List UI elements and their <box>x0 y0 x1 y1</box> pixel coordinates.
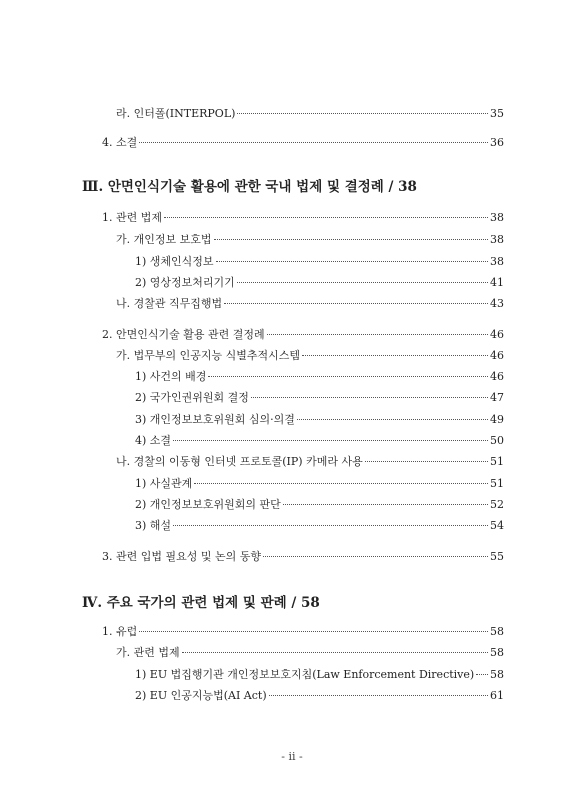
toc-page-number: 55 <box>490 550 504 563</box>
dot-leader <box>224 303 488 304</box>
toc-entry-label: 3) 개인정보보호위원회 심의·의결 <box>135 413 295 426</box>
dot-leader <box>263 556 488 557</box>
toc-page-number: 54 <box>490 519 504 532</box>
toc-entry[interactable] <box>116 646 504 660</box>
toc-page-number: 58 <box>490 668 504 681</box>
toc-entry[interactable] <box>135 434 504 448</box>
toc-page-number: 49 <box>490 413 504 426</box>
toc-entry[interactable] <box>135 276 504 290</box>
dot-leader <box>267 334 488 335</box>
toc-entry-label: 나. 경찰관 직무집행법 <box>116 297 223 310</box>
toc-page-number: 41 <box>490 276 504 289</box>
toc-entry[interactable] <box>135 498 504 512</box>
toc-entry-label: 2) 영상정보처리기기 <box>135 276 235 289</box>
dot-leader <box>216 261 488 262</box>
dot-leader <box>214 239 489 240</box>
toc-section-title: Ⅳ. 주요 국가의 관련 법제 및 판례 / 58 <box>82 595 320 611</box>
toc-entry[interactable] <box>102 136 504 150</box>
toc-entry[interactable] <box>116 349 504 363</box>
toc-page-number: 61 <box>490 689 504 702</box>
toc-entry-label: 가. 개인정보 보호법 <box>116 233 212 246</box>
toc-page-number: 58 <box>490 625 504 638</box>
dot-leader <box>302 355 488 356</box>
toc-entry-label: 3) 해설 <box>135 519 172 532</box>
toc-section-heading[interactable] <box>82 178 504 196</box>
toc-entry-label: 가. 법무부의 인공지능 식별추적시스템 <box>116 349 301 362</box>
dot-leader <box>283 504 488 505</box>
toc-entry[interactable] <box>135 413 504 427</box>
dot-leader <box>269 695 488 696</box>
toc-entry[interactable] <box>135 668 504 682</box>
toc-page-number: 46 <box>490 370 504 383</box>
toc-page-number: 51 <box>490 455 504 468</box>
toc-entry-label: 1. 관련 법제 <box>102 211 162 224</box>
toc-page-number: 47 <box>490 391 504 404</box>
toc-entry-label: 1) 사건의 배경 <box>135 370 207 383</box>
toc-entry[interactable] <box>135 477 504 491</box>
toc-entry-label: 2. 안면인식기술 활용 관련 결정례 <box>102 328 265 341</box>
toc-entry-label: 1. 유럽 <box>102 625 138 638</box>
dot-leader <box>164 217 488 218</box>
dot-leader <box>237 282 488 283</box>
toc-page-number: 38 <box>490 211 504 224</box>
toc-page-number: 43 <box>490 297 504 310</box>
toc-entry-label: 2) 국가인권위원회 결정 <box>135 391 249 404</box>
dot-leader <box>365 461 488 462</box>
toc-entry[interactable] <box>102 211 504 225</box>
toc-page-number: 51 <box>490 477 504 490</box>
dot-leader <box>173 440 488 441</box>
dot-leader <box>476 674 488 675</box>
toc-entry-label: 1) EU 법집행기관 개인정보보호지침(Law Enforcement Directive) <box>135 668 475 681</box>
toc-entry[interactable] <box>102 550 504 564</box>
toc-page-number: 38 <box>490 233 504 246</box>
toc-page-number: 36 <box>490 136 504 149</box>
toc-entry-label: 3. 관련 입법 필요성 및 논의 동향 <box>102 550 261 563</box>
toc-entry-label: 1) 생체인식정보 <box>135 255 214 268</box>
dot-leader <box>139 631 488 632</box>
toc-entry[interactable] <box>116 297 504 311</box>
toc-entry-label: 1) 사실관계 <box>135 477 193 490</box>
toc-entry-label: 2) 개인정보보호위원회의 판단 <box>135 498 281 511</box>
dot-leader <box>139 142 488 143</box>
toc-entry-label: 나. 경찰의 이동형 인터넷 프로토콜(IP) 카메라 사용 <box>116 455 363 468</box>
toc-entry[interactable] <box>116 455 504 469</box>
toc-section-heading[interactable] <box>82 594 504 612</box>
toc-page-number: 50 <box>490 434 504 447</box>
toc-entry-label: 가. 관련 법제 <box>116 646 180 659</box>
dot-leader <box>194 483 488 484</box>
dot-leader <box>173 525 488 526</box>
dot-leader <box>251 397 488 398</box>
page-number-footer: - ii - <box>281 750 303 763</box>
toc-page-number: 58 <box>490 646 504 659</box>
toc-page-number: 52 <box>490 498 504 511</box>
dot-leader <box>182 652 488 653</box>
toc-entry[interactable] <box>135 391 504 405</box>
toc-page-number: 35 <box>490 107 504 120</box>
toc-section-title: Ⅲ. 안면인식기술 활용에 관한 국내 법제 및 결정례 / 38 <box>82 179 417 195</box>
toc-entry[interactable] <box>116 233 504 247</box>
toc-entry[interactable] <box>135 519 504 533</box>
dot-leader <box>297 419 488 420</box>
toc-entry-label: 2) EU 인공지능법(AI Act) <box>135 689 267 702</box>
toc-page-number: 46 <box>490 349 504 362</box>
toc-page-number: 46 <box>490 328 504 341</box>
dot-leader <box>208 376 488 377</box>
toc-entry[interactable] <box>135 370 504 384</box>
toc-entry[interactable] <box>102 625 504 639</box>
toc-page-number: 38 <box>490 255 504 268</box>
toc-entry-label: 라. 인터폴(INTERPOL) <box>116 107 236 120</box>
toc-entry-label: 4) 소결 <box>135 434 172 447</box>
toc-entry-label: 4. 소결 <box>102 136 138 149</box>
toc-entry[interactable] <box>102 328 504 342</box>
dot-leader <box>237 113 488 114</box>
toc-entry[interactable] <box>116 107 504 121</box>
toc-entry[interactable] <box>135 255 504 269</box>
toc-entry[interactable] <box>135 689 504 703</box>
